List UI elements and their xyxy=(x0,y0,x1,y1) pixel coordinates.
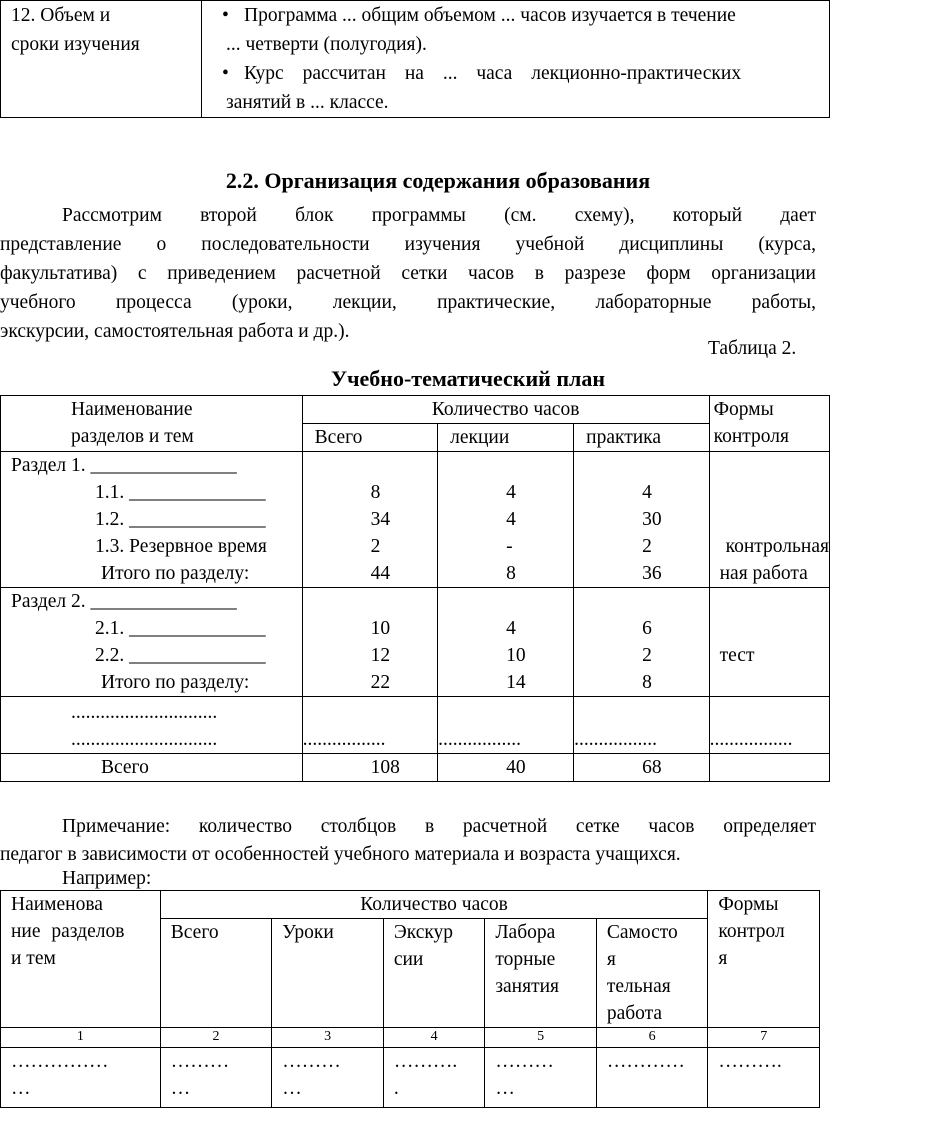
value: 22 xyxy=(370,672,391,693)
value: 36 xyxy=(642,563,662,584)
ex-forms-line: Формы xyxy=(718,894,779,915)
section1-item: 1.1. ______________ xyxy=(95,482,266,503)
section1-practice-cell xyxy=(574,452,709,588)
section2-total-cell xyxy=(302,588,437,697)
value: 12 xyxy=(370,645,391,666)
ex-forms-line: контрол xyxy=(718,921,785,942)
ex-dots-line: … xyxy=(170,1078,191,1099)
section1-item: 1.3. Резервное время xyxy=(95,536,267,557)
ex-dots-cell xyxy=(383,1048,484,1108)
value: 10 xyxy=(370,618,391,639)
section1-total-cell xyxy=(302,452,437,588)
ex-col-label: тельная xyxy=(606,976,671,997)
ex-col-number: 5 xyxy=(485,1028,597,1048)
ex-col-label: Уроки xyxy=(282,922,334,943)
ex-dots-line: . xyxy=(393,1078,399,1099)
volume-label-line-2: сроки изучения xyxy=(11,34,140,55)
dots-cell xyxy=(709,697,829,754)
header-practice-cell: практика xyxy=(574,424,709,452)
paragraph-line-5: экскурсии, самостоятельная работа и др.). xyxy=(0,321,350,342)
ex-col-label: торные xyxy=(495,949,556,970)
ex-col-excursions xyxy=(383,919,484,1028)
section2-practice-cell xyxy=(574,588,709,697)
dots-line: .............................. xyxy=(71,729,218,750)
value: 2 xyxy=(642,645,652,666)
paragraph-line-2: представление о последовательности изучения учебной дисциплины (курса, xyxy=(0,234,816,255)
note-line-3: Например: xyxy=(62,868,152,889)
ex-dots-cell xyxy=(708,1048,820,1108)
thematic-plan-table xyxy=(0,395,830,782)
ex-col-number: 7 xyxy=(708,1028,820,1048)
ex-name-line: Наименова xyxy=(11,894,103,915)
header-lectures-cell: лекции xyxy=(438,424,574,452)
value: 6 xyxy=(642,618,652,639)
ex-dots-line: … xyxy=(282,1078,302,1099)
dots-line: ................. xyxy=(709,729,793,750)
ex-dots-cell xyxy=(596,1048,708,1108)
ex-col-label: я xyxy=(606,949,616,970)
bullet-course-line-2: занятий в ... классе. xyxy=(226,92,389,113)
value: 4 xyxy=(506,618,516,639)
section1-title: Раздел 1. _______________ xyxy=(11,455,237,476)
section1-subtotal-label: Итого по разделу: xyxy=(101,563,250,584)
ex-dots-cell xyxy=(272,1048,384,1108)
ex-dots-line: …………… xyxy=(11,1051,109,1072)
section2-lectures-cell xyxy=(438,588,574,697)
ex-hours-cell: Количество часов xyxy=(160,891,708,919)
ex-col-number: 3 xyxy=(272,1028,384,1048)
value: 4 xyxy=(506,509,516,530)
program-info-table xyxy=(0,0,830,118)
bullet-program-line-1: • Программа ... общим объемом ... часов изучается в течение xyxy=(214,1,829,30)
ex-dots-line: ……… xyxy=(170,1051,230,1072)
bullet-program-line-2: ... четверти (полугодия). xyxy=(226,34,427,55)
header-forms-line-2: контроля xyxy=(713,426,789,447)
section2-item: 2.1. ______________ xyxy=(95,618,266,639)
bullet-course-line-1: • Курс рассчитан на ... часа лекционно-практических xyxy=(214,59,829,88)
header-name-cell xyxy=(1,396,303,452)
section1-cell xyxy=(1,452,303,588)
ex-dots-line: ………. xyxy=(393,1051,458,1072)
header-name-line-2: разделов и тем xyxy=(71,426,194,447)
ex-dots-line: … xyxy=(11,1078,31,1099)
ex-col-lessons xyxy=(272,919,384,1028)
note-line-2: педагог в зависимости от особенностей учебного материала и возраста учащихся. xyxy=(0,844,681,865)
forms-line: контрольная xyxy=(725,536,829,557)
ex-dots-cell xyxy=(160,1048,272,1108)
grand-total-forms xyxy=(709,754,829,782)
section1-lectures-cell xyxy=(438,452,574,588)
ex-forms-cell xyxy=(708,891,820,1028)
ex-dots-line: … xyxy=(495,1078,515,1099)
section1-item: 1.2. ______________ xyxy=(95,509,266,530)
dots-name-cell xyxy=(1,697,303,754)
ex-col-number: 4 xyxy=(383,1028,484,1048)
forms-line: тест xyxy=(719,645,755,666)
ex-col-label: Экскур xyxy=(393,922,454,943)
section2-forms-cell xyxy=(709,588,829,697)
dots-line: ................. xyxy=(438,729,521,750)
forms-line: ная работа xyxy=(719,563,808,584)
ex-dots-cell xyxy=(485,1048,597,1108)
dots-cell xyxy=(302,697,437,754)
header-forms-line-1: Формы xyxy=(713,399,774,420)
ex-col-label: Лабора xyxy=(495,922,556,943)
note-line-1: Примечание: количество столбцов в расчетной сетке часов определяет xyxy=(62,816,816,837)
value: 30 xyxy=(642,509,662,530)
value: 4 xyxy=(642,482,652,503)
header-hours-cell: Количество часов xyxy=(302,396,709,424)
grand-total-lectures: 40 xyxy=(438,754,574,782)
grand-total-value: 108 xyxy=(302,754,437,782)
section2-subtotal-label: Итого по разделу: xyxy=(101,672,250,693)
ex-col-number: 2 xyxy=(160,1028,272,1048)
volume-description-cell xyxy=(202,1,830,118)
paragraph-line-3: факультатива) с приведением расчетной сетки часов в разрезе форм организации xyxy=(0,263,816,284)
value: 34 xyxy=(370,509,391,530)
paragraph-line-4: учебного процесса (уроки, лекции, практические, лабораторные работы, xyxy=(0,292,816,313)
example-table xyxy=(0,890,820,1108)
ex-name-line: ние разделов xyxy=(11,921,125,942)
volume-terms-cell xyxy=(1,1,202,118)
header-forms-cell xyxy=(709,396,829,452)
dots-cell xyxy=(438,697,574,754)
value: 44 xyxy=(370,563,391,584)
ex-forms-line: я xyxy=(718,948,728,969)
value: 10 xyxy=(506,645,526,666)
ex-col-number: 1 xyxy=(1,1028,161,1048)
ex-dots-line: ………… xyxy=(606,1051,685,1072)
section2-item: 2.2. ______________ xyxy=(95,645,266,666)
ex-dots-line: ……… xyxy=(495,1051,554,1072)
value: 2 xyxy=(642,536,652,557)
plan-title: Учебно-тематический план xyxy=(330,366,606,391)
section2-cell xyxy=(1,588,303,697)
ex-col-label: работа xyxy=(606,1003,663,1024)
ex-col-label: занятия xyxy=(495,976,560,997)
paragraph-line-1: Рассмотрим второй блок программы (см. схему), который дает xyxy=(62,205,816,226)
ex-name-cell xyxy=(1,891,161,1028)
grand-total-label: Всего xyxy=(1,754,303,782)
ex-col-number: 6 xyxy=(596,1028,708,1048)
ex-dots-line: ……… xyxy=(282,1051,341,1072)
grand-total-practice: 68 xyxy=(574,754,709,782)
volume-label-line-1: 12. Объем и xyxy=(11,5,111,26)
header-name-line-1: Наименование xyxy=(71,399,193,420)
ex-col-labs xyxy=(485,919,597,1028)
ex-dots-cell xyxy=(1,1048,161,1108)
dots-line: ................. xyxy=(302,729,386,750)
value: 8 xyxy=(642,672,652,693)
dots-cell xyxy=(574,697,709,754)
dots-line: ................. xyxy=(574,729,658,750)
value: 4 xyxy=(506,482,516,503)
value: 8 xyxy=(506,563,516,584)
value: 14 xyxy=(506,672,526,693)
section1-forms-cell xyxy=(709,452,829,588)
table-label: Таблица 2. xyxy=(708,338,797,359)
value: 2 xyxy=(370,536,381,557)
section-heading: 2.2. Организация содержания образования xyxy=(225,168,651,193)
value: 8 xyxy=(370,482,381,503)
ex-col-label: Всего xyxy=(170,922,219,943)
ex-col-selfwork xyxy=(596,919,708,1028)
ex-dots-line: ………. xyxy=(718,1051,782,1072)
ex-col-total xyxy=(160,919,272,1028)
dots-line: .............................. xyxy=(71,702,218,723)
ex-col-label: Самосто xyxy=(606,922,678,943)
ex-name-line: и тем xyxy=(11,948,56,969)
value: - xyxy=(506,536,513,557)
header-total-cell: Всего xyxy=(302,424,437,452)
ex-col-label: сии xyxy=(393,949,424,970)
section2-title: Раздел 2. _______________ xyxy=(11,591,237,612)
